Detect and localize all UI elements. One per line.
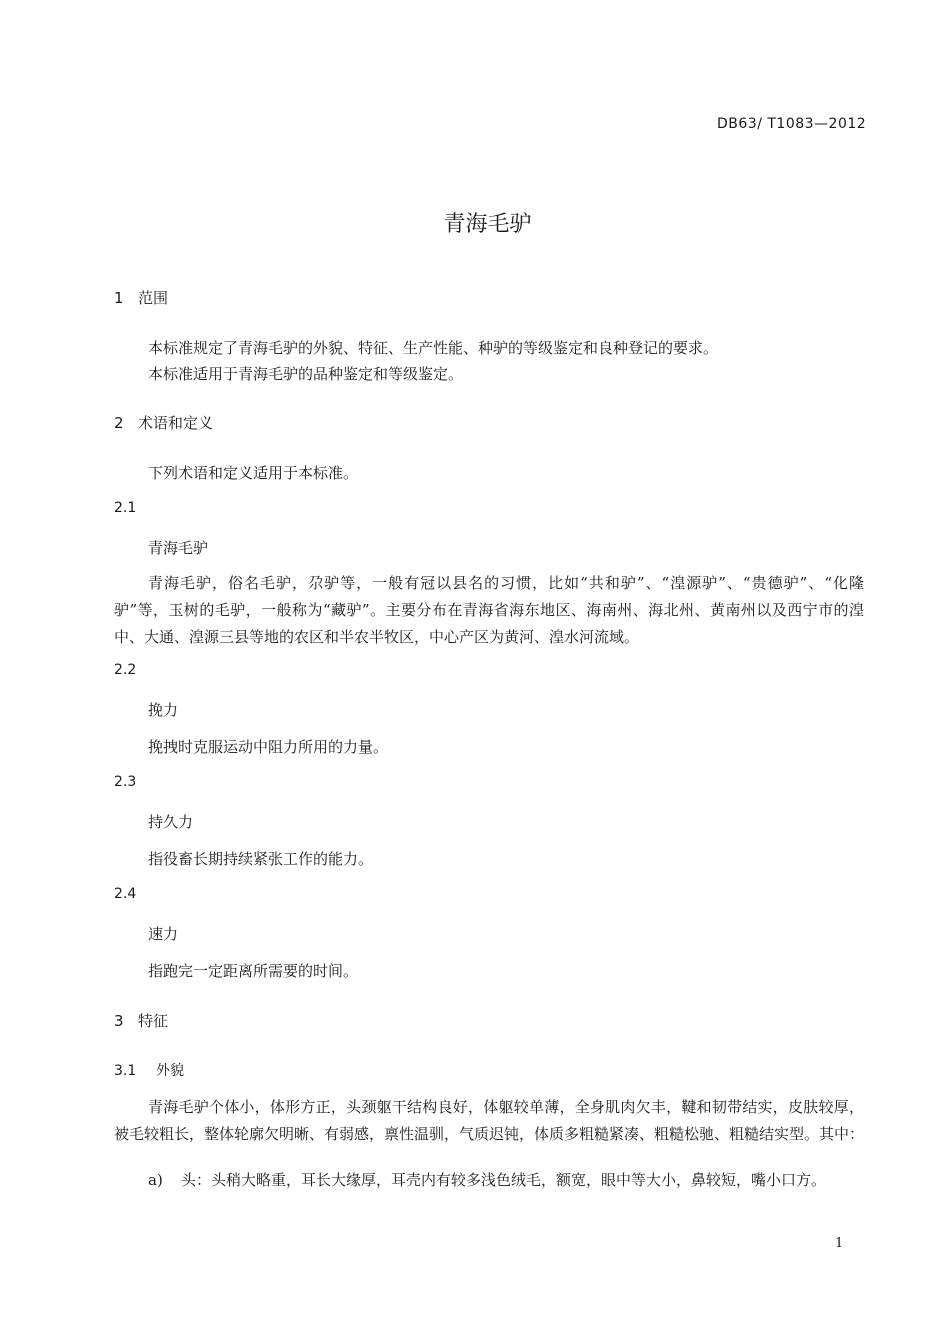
- document-code: DB63/ T1083—2012: [717, 116, 867, 132]
- section-1-heading: [114, 287, 168, 308]
- term-definition: 挽拽时克服运动中阻力所用的力量。: [148, 738, 389, 756]
- subsection-title: 外貌: [156, 1063, 184, 1079]
- section-number: 2: [114, 414, 124, 432]
- term-title: 青海毛驴: [148, 539, 209, 557]
- term-definition: 青海毛驴，俗名毛驴，尕驴等，一般有冠以县名的习惯，比如“共和驴”、“湟源驴”、“贵德驴”、“化隆驴”等，玉树的毛驴，一般称为“藏驴”。主要分布在青海省海东地区、海南州、海北州、黄南州以及西宁市的湟中、大通、湟源三县等地的农区和半农半牧区，中心产区为黄河、湟水河流域。: [114, 574, 864, 646]
- section-2-heading: [114, 412, 213, 433]
- subsection-number: 2.2: [114, 662, 137, 678]
- paragraph: 青海毛驴个体小，体形方正，头颈躯干结构良好，体躯较单薄，全身肌肉欠丰，鞬和韧带结实，皮肤较厚，被毛较粗长，整体轮廓欠明晰、有弱感，禀性温驯，气质迟钝，体质多粗糙紧凑、粗糙松驰、粗糙结实型。其中：: [114, 1098, 865, 1143]
- list-item: [148, 1167, 863, 1194]
- term-title: 速力: [148, 925, 179, 943]
- section-3-heading: [114, 1010, 168, 1031]
- subsection-number: 2.1: [114, 500, 137, 516]
- section-title: 特征: [138, 1012, 169, 1030]
- list-text: 头：头稍大略重，耳长大缘厚，耳壳内有较多浅色绒毛，额宽，眼中等大小，鼻较短，嘴小口方。: [181, 1171, 827, 1189]
- paragraph: 本标准适用于青海毛驴的品种鉴定和等级鉴定。: [148, 365, 464, 383]
- section-number: 3: [114, 1012, 124, 1030]
- term-title: 持久力: [148, 813, 194, 831]
- subsection-3-1-heading: [114, 1060, 184, 1080]
- term-definition: 指跑完一定距离所需要的时间。: [148, 962, 359, 980]
- page-number: 1: [835, 1236, 844, 1251]
- subsection-number: 2.4: [114, 886, 137, 902]
- section-title: 范围: [138, 289, 169, 307]
- list-marker: a): [148, 1171, 163, 1189]
- subsection-number: 3.1: [114, 1063, 137, 1079]
- page-title: 青海毛驴: [443, 212, 532, 237]
- section-number: 1: [114, 289, 124, 307]
- term-title: 挽力: [148, 701, 179, 719]
- paragraph: 本标准规定了青海毛驴的外貌、特征、生产性能、种驴的等级鉴定和良种登记的要求。: [148, 339, 719, 357]
- section-title: 术语和定义: [138, 414, 214, 432]
- paragraph: 下列术语和定义适用于本标准。: [148, 464, 359, 482]
- subsection-number: 2.3: [114, 774, 137, 790]
- term-definition: 指役畜长期持续紧张工作的能力。: [148, 850, 374, 868]
